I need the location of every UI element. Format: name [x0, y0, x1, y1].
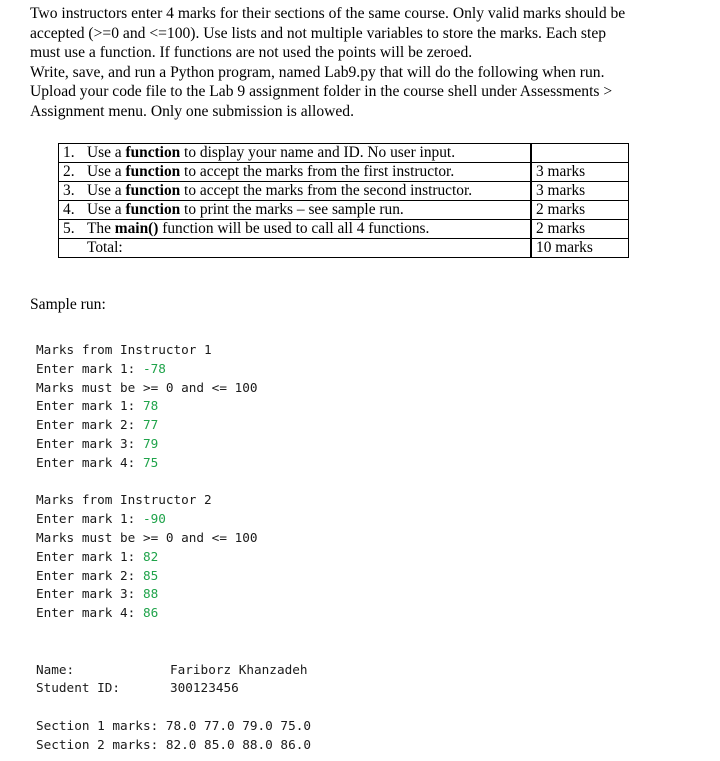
instructions [30, 4, 710, 122]
task-number: 5. [63, 220, 75, 237]
task-text: function will be used to call all 4 functions. [158, 220, 430, 237]
student-id-value: 300123456 [170, 680, 239, 696]
user-input: 79 [142, 435, 159, 451]
task-text: to accept the marks from the second instructor. [180, 182, 473, 199]
task-keyword: main() [114, 220, 159, 237]
intro-line-5: Upload your code file to the Lab 9 assignment folder in the course shell under Assessments > [30, 83, 613, 101]
instructor-2-header: Marks from Instructor 2 [36, 492, 212, 508]
task-row [59, 163, 629, 182]
console-line: Enter mark 2: 85 [36, 567, 159, 583]
user-input: 85 [142, 567, 159, 583]
user-input: -90 [142, 511, 166, 527]
total-label: Total: [87, 239, 123, 256]
user-input: 86 [142, 605, 159, 621]
task-marks: 3 marks [531, 182, 629, 201]
user-input: 75 [142, 454, 159, 470]
user-input: -78 [142, 360, 166, 376]
task-number: 1. [63, 144, 75, 161]
user-input: 78 [142, 398, 159, 414]
console-line: Enter mark 4: 86 [36, 605, 159, 621]
task-keyword: function [125, 163, 181, 180]
intro-line-3: must use a function. If functions are not used the points will be zeroed. [30, 44, 473, 62]
task-number: 2. [63, 163, 75, 180]
total-row [59, 239, 629, 258]
console-line: Enter mark 3: 88 [36, 586, 159, 602]
task-text: Use a [87, 201, 126, 218]
console-line: Enter mark 1: -90 [36, 511, 166, 527]
section-2-label: Section 2 marks: [36, 736, 159, 752]
console-line: Enter mark 2: 77 [36, 417, 159, 433]
task-table [58, 143, 629, 258]
console-line: Enter mark 4: 75 [36, 454, 159, 470]
task-marks: 3 marks [531, 163, 629, 182]
console-line: Enter mark 3: 79 [36, 435, 159, 451]
task-marks: 2 marks [531, 201, 629, 220]
task-row [59, 182, 629, 201]
name-label: Name: [36, 661, 75, 677]
total-marks: 10 marks [531, 239, 629, 258]
intro-line-1: Two instructors enter 4 marks for their sections of the same course. Only valid marks should be [30, 5, 626, 22]
task-keyword: function [125, 201, 181, 218]
task-text: to accept the marks from the first instructor. [180, 163, 455, 180]
user-input: 88 [142, 586, 159, 602]
console-line: Enter mark 1: 82 [36, 548, 159, 564]
intro-line-4: Write, save, and run a Python program, named Lab9.py that will do the following when run. [30, 63, 605, 81]
student-id-label: Student ID: [36, 680, 121, 696]
task-marks [531, 144, 629, 163]
task-text: to display your name and ID. No user input. [180, 144, 456, 161]
task-keyword: function [125, 182, 181, 199]
intro-line-6: Assignment menu. Only one submission is allowed. [30, 102, 354, 120]
console-line: Enter mark 1: 78 [36, 398, 159, 414]
task-marks: 2 marks [531, 220, 629, 239]
task-text: Use a [87, 182, 126, 199]
intro-line-2: accepted (>=0 and <=100). Use lists and not multiple variables to store the marks. Each step [30, 24, 607, 42]
sample-run-output [36, 341, 311, 755]
task-text: The [87, 220, 115, 237]
error-message: Marks must be >= 0 and <= 100 [36, 529, 258, 545]
section-1-marks: 78.0 77.0 79.0 75.0 [165, 717, 311, 733]
task-row [59, 144, 629, 163]
console-line: Enter mark 1: -78 [36, 360, 166, 376]
error-message: Marks must be >= 0 and <= 100 [36, 379, 258, 395]
task-number: 4. [63, 201, 75, 218]
section-2-marks: 82.0 85.0 88.0 86.0 [165, 736, 311, 752]
section-2-line [36, 736, 311, 755]
task-number: 3. [63, 182, 75, 199]
section-1-label: Section 1 marks: [36, 717, 159, 733]
task-text: Use a [87, 144, 126, 161]
task-row [59, 220, 629, 239]
name-value: Fariborz Khanzadeh [170, 661, 308, 677]
user-input: 77 [142, 417, 159, 433]
section-1-line [36, 717, 311, 736]
student-id-line [36, 679, 311, 698]
instructor-1-header: Marks from Instructor 1 [36, 342, 212, 357]
user-input: 82 [142, 548, 159, 564]
sample-heading: Sample run: [30, 296, 106, 313]
task-keyword: function [125, 144, 181, 161]
task-text: Use a [87, 163, 126, 180]
name-line [36, 661, 311, 680]
task-text: to print the marks – see sample run. [180, 201, 404, 218]
task-row [59, 201, 629, 220]
